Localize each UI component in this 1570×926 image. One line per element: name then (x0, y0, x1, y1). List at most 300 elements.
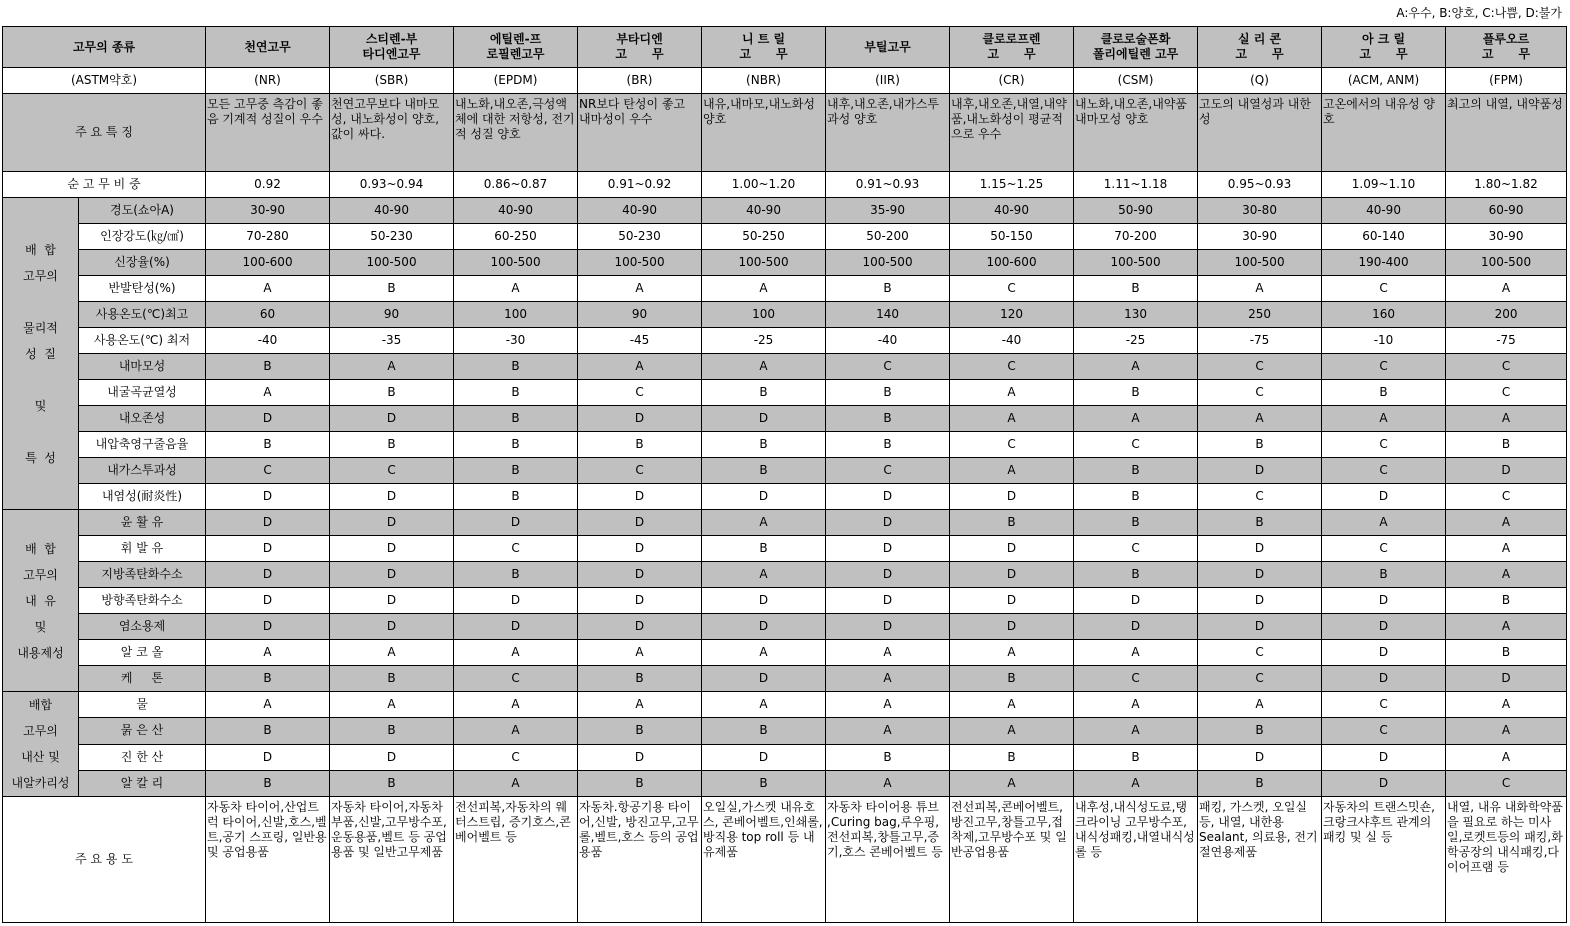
gravity-row (3, 172, 1567, 198)
property-value: A (702, 276, 826, 302)
property-value: A (950, 718, 1074, 744)
astm-code: (NBR) (702, 68, 826, 94)
property-value: -25 (702, 328, 826, 354)
property-value: B (950, 744, 1074, 770)
property-label: 인장강도(㎏/㎠) (79, 224, 206, 250)
property-value: B (330, 432, 454, 458)
property-value: A (330, 354, 454, 380)
property-value: A (578, 354, 702, 380)
property-value: C (826, 458, 950, 484)
property-row (3, 302, 1567, 328)
feature-text: 내노화,내오존,내약품 내마모성 양호 (1074, 94, 1198, 172)
property-value: A (950, 692, 1074, 718)
features-label: 주 요 특 징 (3, 94, 206, 172)
property-value: C (206, 458, 330, 484)
property-value: D (826, 614, 950, 640)
property-value: B (1322, 562, 1446, 588)
property-value: D (826, 510, 950, 536)
property-label: 사용온도(℃) 최저 (79, 328, 206, 354)
property-value: C (1198, 640, 1322, 666)
property-value: A (206, 276, 330, 302)
gravity-value: 1.11~1.18 (1074, 172, 1198, 198)
property-value: D (950, 484, 1074, 510)
group-title-line: 배 합 (25, 541, 56, 556)
property-value: B (1198, 718, 1322, 744)
property-value: A (1074, 718, 1198, 744)
property-value: B (454, 354, 578, 380)
property-value: A (826, 770, 950, 796)
property-value: 30-90 (1446, 224, 1567, 250)
property-value: B (1446, 640, 1567, 666)
property-value: 30-80 (1198, 198, 1322, 224)
property-value: D (578, 562, 702, 588)
property-value: D (578, 510, 702, 536)
feature-text: 고도의 내열성과 내한성 (1198, 94, 1322, 172)
group-title-line: 고무의 (23, 724, 58, 738)
property-row (3, 276, 1567, 302)
property-value: D (950, 562, 1074, 588)
property-value: D (330, 484, 454, 510)
property-value: B (1446, 588, 1567, 614)
use-text: 패킹, 가스켓, 오일실등, 내열, 내한용 Sealant, 의료용, 전기 절연용제품 (1198, 797, 1322, 923)
property-value: C (1322, 354, 1446, 380)
property-value: C (578, 458, 702, 484)
rubber-name-line: 스티렌-부 (365, 32, 418, 46)
property-value: A (1446, 406, 1567, 432)
rubber-name (702, 27, 826, 68)
property-value: D (702, 744, 826, 770)
property-value: C (950, 432, 1074, 458)
property-value: B (950, 510, 1074, 536)
group-title-line: 내알카리성 (11, 776, 70, 790)
property-value: A (1198, 276, 1322, 302)
property-value: 70-200 (1074, 224, 1198, 250)
use-text: 내후성,내식성도료,탱크라이닝 고무방수포,내식성패킹,내열내식성롤 등 (1074, 797, 1198, 923)
property-value: 60-90 (1446, 198, 1567, 224)
property-value: 70-280 (206, 224, 330, 250)
property-value: C (454, 536, 578, 562)
property-value: D (330, 588, 454, 614)
property-value: 200 (1446, 302, 1567, 328)
property-value: C (1198, 484, 1322, 510)
property-value: D (206, 614, 330, 640)
property-label: 경도(쇼아A) (79, 198, 206, 224)
feature-text: 내후,내오존,내열,내약품,내노화성이 평균적으로 우수 (950, 94, 1074, 172)
property-value: 50-150 (950, 224, 1074, 250)
astm-code: (IIR) (826, 68, 950, 94)
use-text: 자동차의 트랜스밋숀,크랑크샤후트 관계의 패킹 및 실 등 (1322, 797, 1446, 923)
property-row (3, 588, 1567, 614)
rubber-name-line: 고 무 (987, 47, 1036, 61)
property-value: B (454, 380, 578, 406)
property-value: 60 (206, 302, 330, 328)
property-value: A (826, 640, 950, 666)
property-value: 40-90 (1322, 198, 1446, 224)
gravity-value: 0.91~0.93 (826, 172, 950, 198)
property-value: D (578, 406, 702, 432)
property-value: A (702, 562, 826, 588)
rubber-name (950, 27, 1074, 68)
property-value: 100-500 (578, 250, 702, 276)
property-value: D (1198, 588, 1322, 614)
property-value: A (1446, 510, 1567, 536)
property-value: B (206, 666, 330, 692)
property-value: -40 (206, 328, 330, 354)
rubber-name-line: 클로로프렌 (982, 32, 1041, 46)
property-value: 50-230 (330, 224, 454, 250)
property-value: D (206, 406, 330, 432)
property-row (3, 744, 1567, 770)
property-value: A (454, 276, 578, 302)
property-value: D (454, 588, 578, 614)
property-value: B (1074, 458, 1198, 484)
property-value: A (950, 640, 1074, 666)
rubber-name-line: 부타디엔 (616, 32, 663, 46)
gravity-value: 1.80~1.82 (1446, 172, 1567, 198)
group-title-line: 성 질 (25, 346, 56, 361)
property-value: D (1322, 666, 1446, 692)
use-text: 자동차.항공기용 타이어,신발, 방진고무,고무롤,벨트,호스 등의 공업용품 (578, 797, 702, 923)
property-value: -40 (826, 328, 950, 354)
property-value: D (1322, 770, 1446, 796)
property-value: A (702, 510, 826, 536)
group-title-line: 특 성 (25, 450, 56, 465)
gravity-value: 0.93~0.94 (330, 172, 454, 198)
property-value: B (454, 458, 578, 484)
property-value: B (702, 770, 826, 796)
property-value: -45 (578, 328, 702, 354)
property-value: D (578, 744, 702, 770)
property-label: 염소용제 (79, 614, 206, 640)
group-title-line (5, 289, 76, 315)
property-value: D (1198, 744, 1322, 770)
use-text: 전선피복,자동차의 웨터스트립, 증기호스,콘베어벨트 등 (454, 797, 578, 923)
property-value: B (454, 406, 578, 432)
rubber-comparison-table (2, 26, 1567, 923)
property-value: D (1198, 562, 1322, 588)
property-value: B (1074, 510, 1198, 536)
property-value: D (702, 406, 826, 432)
property-value: B (1198, 432, 1322, 458)
grade-legend: A:우수, B:양호, C:나쁨, D:불가 (1396, 6, 1562, 20)
property-value: A (1446, 744, 1567, 770)
property-value: D (1322, 640, 1446, 666)
property-value: C (330, 458, 454, 484)
property-label: 휘 발 유 (79, 536, 206, 562)
rubber-name-line: 실 리 콘 (1237, 32, 1282, 46)
property-value: C (454, 744, 578, 770)
use-text: 전선피복,콘베어벨트,방진고무,창틀고무,접착제,고무방수포 및 일반공업용품 (950, 797, 1074, 923)
property-value: B (702, 458, 826, 484)
astm-row (3, 68, 1567, 94)
group-title-line: 및 (34, 398, 47, 413)
property-value: B (206, 432, 330, 458)
property-value: B (1074, 562, 1198, 588)
property-value: D (330, 562, 454, 588)
property-value: A (454, 718, 578, 744)
property-value: A (826, 718, 950, 744)
property-value: A (1198, 692, 1322, 718)
property-value: A (1074, 692, 1198, 718)
property-value: B (702, 536, 826, 562)
property-value: A (454, 640, 578, 666)
rubber-name-line: 고 무 (1481, 47, 1531, 61)
property-value: 120 (950, 302, 1074, 328)
rubber-name-line: 고 무 (1359, 47, 1408, 61)
property-value: A (1322, 406, 1446, 432)
feature-text: 최고의 내열, 내약품성 (1446, 94, 1567, 172)
astm-code: (ACM, ANM) (1322, 68, 1446, 94)
rubber-name-line: 타디엔고무 (362, 47, 421, 61)
property-value: A (206, 692, 330, 718)
property-value: 100-500 (1074, 250, 1198, 276)
property-value: D (1322, 484, 1446, 510)
gravity-value: 0.91~0.92 (578, 172, 702, 198)
property-value: A (1446, 536, 1567, 562)
group-title-line: 내산 및 (21, 750, 60, 764)
property-value: B (330, 276, 454, 302)
property-value: A (950, 458, 1074, 484)
property-value: C (1322, 536, 1446, 562)
property-value: -25 (1074, 328, 1198, 354)
property-value: 35-90 (826, 198, 950, 224)
rubber-name-line: 클로로술폰화 (1100, 32, 1171, 46)
property-row (3, 432, 1567, 458)
property-value: A (1446, 692, 1567, 718)
property-value: B (578, 770, 702, 796)
property-value: 100-500 (330, 250, 454, 276)
astm-code: (SBR) (330, 68, 454, 94)
gravity-value: 0.86~0.87 (454, 172, 578, 198)
property-value: A (1446, 562, 1567, 588)
property-value: D (454, 510, 578, 536)
gravity-value: 0.95~0.93 (1198, 172, 1322, 198)
property-value: C (1074, 432, 1198, 458)
property-value: D (206, 510, 330, 536)
feature-text: 고온에서의 내유성 양호 (1322, 94, 1446, 172)
gravity-value: 1.15~1.25 (950, 172, 1074, 198)
property-value: B (330, 666, 454, 692)
property-row (3, 666, 1567, 692)
property-value: B (826, 276, 950, 302)
property-value: A (950, 770, 1074, 796)
property-value: D (1446, 458, 1567, 484)
property-value: C (1322, 458, 1446, 484)
rubber-name (1322, 27, 1446, 68)
use-text: 오일실,가스켓 내유호스, 콘베어벨트,인쇄롤,방직용 top roll 등 내유제품 (702, 797, 826, 923)
property-value: 30-90 (1198, 224, 1322, 250)
property-value: 40-90 (454, 198, 578, 224)
property-row (3, 224, 1567, 250)
uses-label: 주 요 용 도 (3, 797, 206, 923)
group-title-line: 고무의 (23, 567, 58, 582)
property-row (3, 640, 1567, 666)
property-value: B (702, 718, 826, 744)
property-value: C (1446, 770, 1567, 796)
property-value: B (826, 744, 950, 770)
property-value: A (1322, 510, 1446, 536)
property-label: 지방족탄화수소 (79, 562, 206, 588)
gravity-label: 순 고 무 비 중 (3, 172, 206, 198)
property-value: C (1446, 484, 1567, 510)
property-value: 250 (1198, 302, 1322, 328)
group-title-line: 배합 (28, 698, 53, 712)
property-label: 내굴곡균열성 (79, 380, 206, 406)
group-title-line: 내용제성 (17, 645, 64, 660)
rubber-name-line: 부틸고무 (864, 39, 911, 54)
group-title-line (5, 419, 76, 445)
astm-code: (EPDM) (454, 68, 578, 94)
property-value: D (702, 484, 826, 510)
property-label: 묽 은 산 (79, 718, 206, 744)
property-value: 30-90 (206, 198, 330, 224)
feature-text: NR보다 탄성이 좋고 내마성이 우수 (578, 94, 702, 172)
property-row (3, 380, 1567, 406)
property-value: A (950, 406, 1074, 432)
property-value: B (1198, 770, 1322, 796)
rubber-name-line: 고 무 (1235, 47, 1284, 61)
property-value: B (826, 432, 950, 458)
property-value: 100-500 (826, 250, 950, 276)
property-row (3, 328, 1567, 354)
property-value: D (206, 484, 330, 510)
property-value: 50-230 (578, 224, 702, 250)
property-label: 내가스투과성 (79, 458, 206, 484)
property-label: 사용온도(℃)최고 (79, 302, 206, 328)
property-value: B (1074, 744, 1198, 770)
property-value: D (702, 666, 826, 692)
property-value: A (578, 640, 702, 666)
property-value: C (1198, 666, 1322, 692)
rubber-name-line: 고 무 (615, 47, 664, 61)
property-value: B (578, 666, 702, 692)
astm-code: (FPM) (1446, 68, 1567, 94)
property-value: C (1074, 536, 1198, 562)
property-value: B (330, 718, 454, 744)
property-value: A (330, 640, 454, 666)
property-label: 내압축영구줄음율 (79, 432, 206, 458)
gravity-value: 1.09~1.10 (1322, 172, 1446, 198)
property-row (3, 562, 1567, 588)
property-value: A (702, 692, 826, 718)
property-value: A (1074, 640, 1198, 666)
property-value: A (826, 666, 950, 692)
group-title-line: 및 (34, 619, 47, 634)
property-value: -35 (330, 328, 454, 354)
property-value: 140 (826, 302, 950, 328)
property-value: D (950, 614, 1074, 640)
feature-text: 내유,내마모,내노화성 양호 (702, 94, 826, 172)
property-row (3, 198, 1567, 224)
property-value: A (454, 692, 578, 718)
gravity-value: 1.00~1.20 (702, 172, 826, 198)
property-value: B (454, 484, 578, 510)
feature-text: 천연고무보다 내마모성, 내노화성이 양호, 값이 싸다. (330, 94, 454, 172)
property-value: 50-90 (1074, 198, 1198, 224)
property-value: D (578, 536, 702, 562)
property-value: D (206, 562, 330, 588)
property-value: 100-600 (950, 250, 1074, 276)
property-value: 130 (1074, 302, 1198, 328)
property-value: 50-200 (826, 224, 950, 250)
property-row (3, 354, 1567, 380)
rubber-name-line: 로필렌고무 (486, 47, 545, 61)
features-row (3, 94, 1567, 172)
group-title-line: 배 합 (25, 242, 56, 257)
property-value: -10 (1322, 328, 1446, 354)
property-value: B (454, 432, 578, 458)
table-body (3, 27, 1567, 923)
property-value: A (826, 692, 950, 718)
property-value: 100 (702, 302, 826, 328)
group-title (3, 510, 79, 692)
property-label: 진 한 산 (79, 744, 206, 770)
property-value: D (1446, 666, 1567, 692)
rubber-name-line: 니 트 릴 (741, 32, 786, 46)
property-value: A (1074, 770, 1198, 796)
property-value: B (206, 770, 330, 796)
property-value: A (1074, 354, 1198, 380)
group-title (3, 198, 79, 510)
property-value: D (826, 562, 950, 588)
astm-code: (NR) (206, 68, 330, 94)
property-value: -75 (1198, 328, 1322, 354)
property-value: A (1074, 406, 1198, 432)
rubber-name (826, 27, 950, 68)
property-value: C (950, 354, 1074, 380)
property-value: D (454, 614, 578, 640)
property-value: D (826, 536, 950, 562)
property-value: B (1074, 380, 1198, 406)
property-value: B (454, 562, 578, 588)
uses-row (3, 797, 1567, 923)
property-value: A (330, 692, 454, 718)
property-value: 40-90 (330, 198, 454, 224)
property-label: 방향족탄화수소 (79, 588, 206, 614)
astm-code: (CSM) (1074, 68, 1198, 94)
property-row (3, 770, 1567, 796)
property-value: D (826, 484, 950, 510)
property-value: C (578, 380, 702, 406)
group-title (3, 692, 79, 797)
feature-text: 모든 고무중 측감이 좋음 기계적 성질이 우수 (206, 94, 330, 172)
property-value: C (950, 276, 1074, 302)
property-value: C (1198, 380, 1322, 406)
property-value: A (578, 276, 702, 302)
astm-label: (ASTM약호) (3, 68, 206, 94)
group-title-line: 고무의 (23, 268, 58, 283)
property-value: D (1322, 588, 1446, 614)
property-value: D (330, 510, 454, 536)
property-value: 90 (578, 302, 702, 328)
property-row (3, 536, 1567, 562)
gravity-value: 0.92 (206, 172, 330, 198)
property-value: 60-140 (1322, 224, 1446, 250)
property-value: B (1322, 380, 1446, 406)
feature-text: 내후,내오존,내가스투과성 양호 (826, 94, 950, 172)
property-value: 100-500 (702, 250, 826, 276)
property-value: 50-250 (702, 224, 826, 250)
property-label: 알 코 올 (79, 640, 206, 666)
property-label: 내염성(耐炎性) (79, 484, 206, 510)
property-value: A (206, 380, 330, 406)
property-value: A (578, 692, 702, 718)
property-value: C (454, 666, 578, 692)
feature-text: 내노화,내오존,극성액체에 대한 저항성, 전기적 성질 양호 (454, 94, 578, 172)
rubber-name (330, 27, 454, 68)
property-value: A (206, 640, 330, 666)
use-text: 자동차 타이어용 튜브 ,Curing bag,루우핑,전선피복,창틀고무,증기,호스 콘베어벨트 등 (826, 797, 950, 923)
